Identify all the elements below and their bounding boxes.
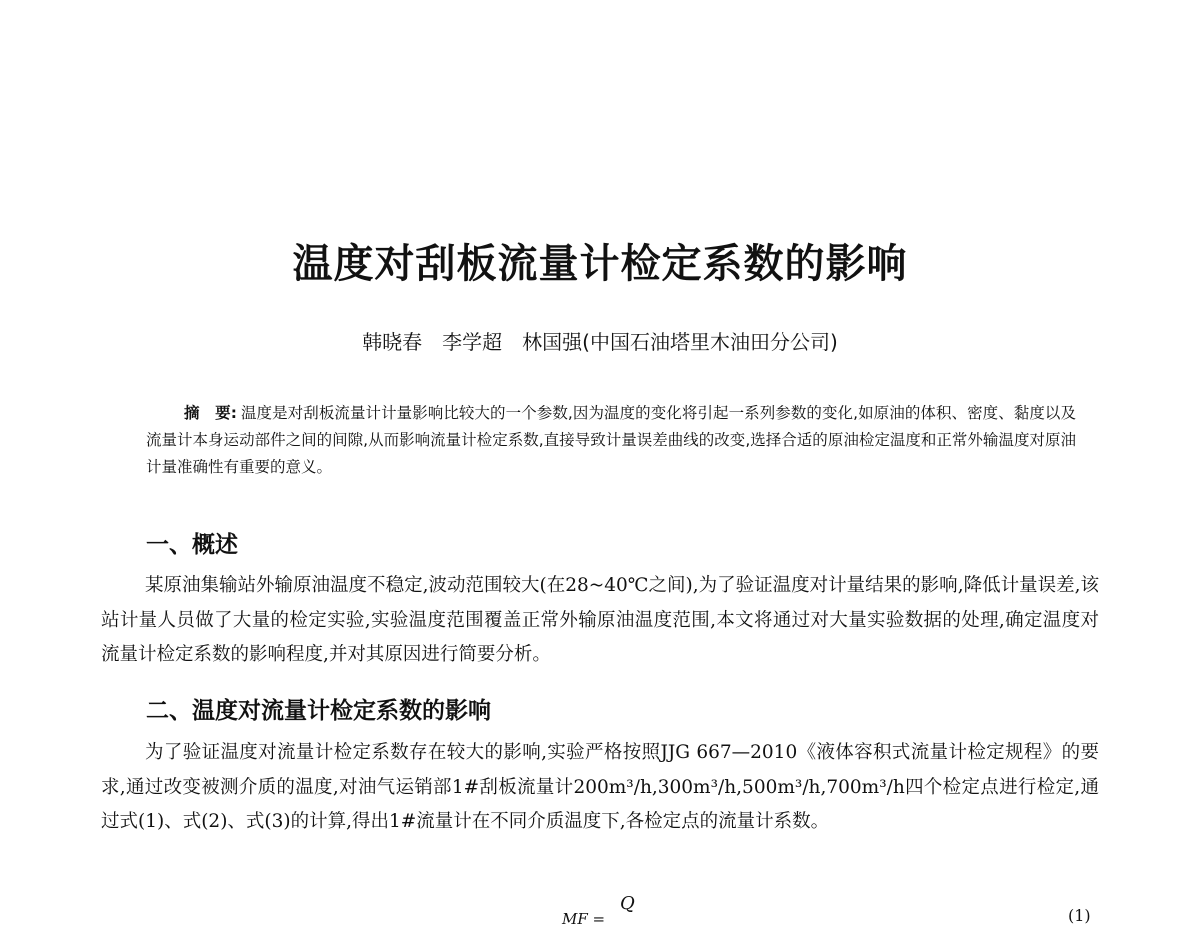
abstract <box>146 400 1076 481</box>
section-heading-overview: 一、概述 <box>146 532 238 558</box>
abstract-label: 摘 要: <box>184 404 237 422</box>
equation-lhs: MF = <box>562 910 606 928</box>
section-paragraph-overview: 某原油集输站外输原油温度不稳定,波动范围较大(在28~40℃之间),为了验证温度对计量结果的影响,降低计量误差,该站计量人员做了大量的检定实验,实验温度范围覆盖正常外输原油温度范围,本文将通过对大量实验数据的处理,确定温度对流量计检定系数的影响程度,并对其原因进行简要分析。 <box>101 575 1099 665</box>
author-line: 韩晓春 李学超 林国强(中国石油塔里木油田分公司) <box>362 330 838 354</box>
section-paragraph-temperature-effect: 为了验证温度对流量计检定系数存在较大的影响,实验严格按照JJG 667—2010《液体容积式流量计检定规程》的要求,通过改变被测介质的温度,对油气运销部1#刮板流量计200m³/h,300m³/h,500m³/h,700m³/h四个检定点进行检定,通过式(1)、式(2)、式(3)的计算,得出1#流量计在不同介质温度下,各检定点的流量计系数。 <box>101 742 1099 832</box>
paper-title: 温度对刮板流量计检定系数的影响 <box>292 240 908 287</box>
equation-number: (1) <box>1068 906 1091 925</box>
abstract-text: 温度是对刮板流量计计量影响比较大的一个参数,因为温度的变化将引起一系列参数的变化,如原油的体积、密度、黏度以及流量计本身运动部件之间的间隙,从而影响流量计检定系数,直接导致计量误差曲线的改变,选择合适的原油检定温度和正常外输温度对原油计量准确性有重要的意义。 <box>146 404 1076 476</box>
section-heading-temperature-effect: 二、温度对流量计检定系数的影响 <box>146 698 491 724</box>
equation-numerator: Q <box>620 893 635 914</box>
